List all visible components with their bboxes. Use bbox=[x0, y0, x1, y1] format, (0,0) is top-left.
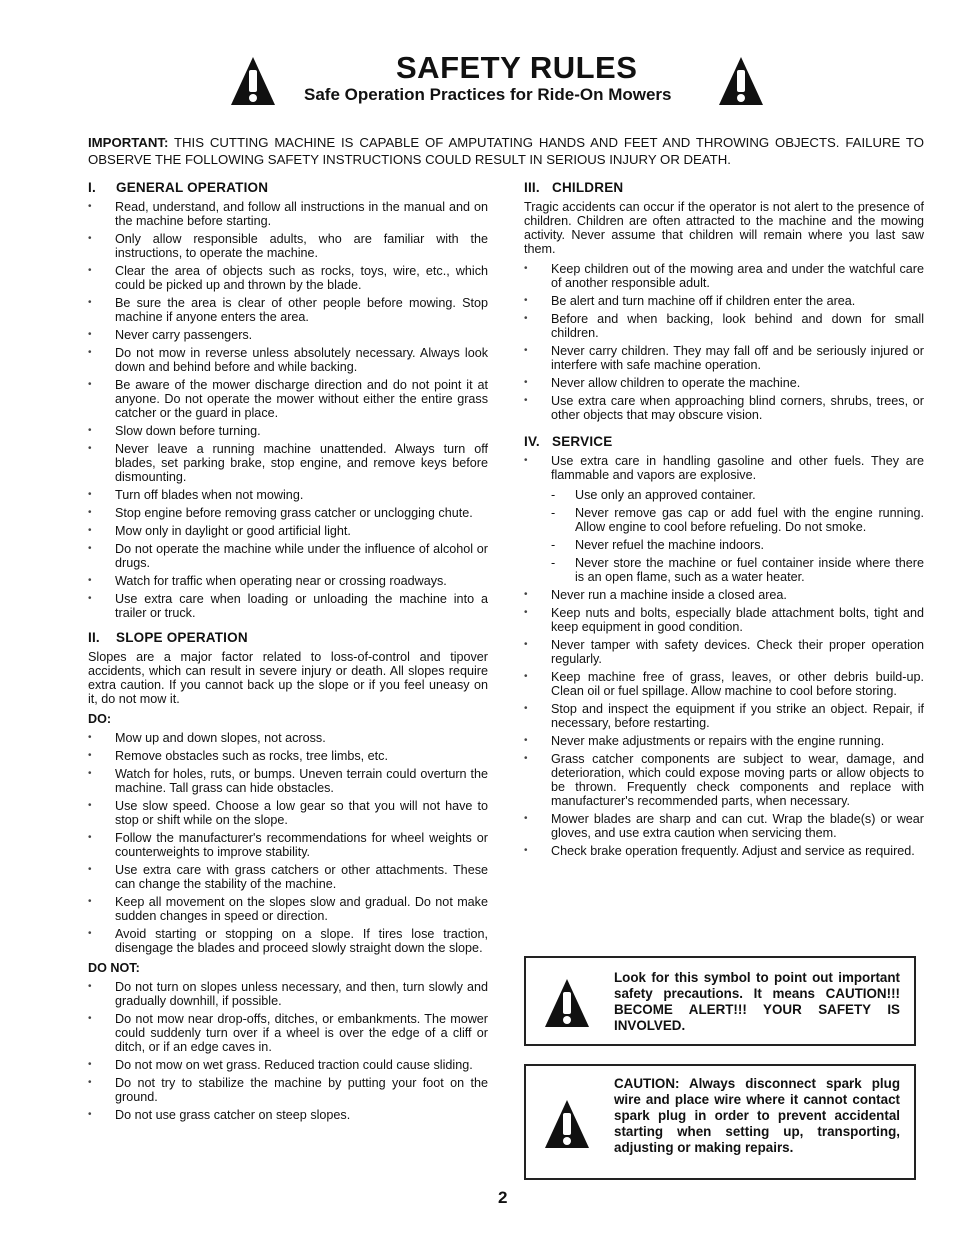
list-item: • Mow up and down slopes, not across. bbox=[88, 731, 488, 745]
section-intro: Slopes are a major factor related to loss-of-control and tipover accidents, which can result in severe injury or death. All slopes require extra caution. If you cannot back up the slope or if you feel uneasy on it, do not mow it. bbox=[88, 650, 488, 706]
list-item: • Do not mow near drop-offs, ditches, or embankments. The mower could suddenly turn over if a wheel is over the edge of a cliff or ditch, or if an edge caves in. bbox=[88, 1012, 488, 1054]
service-list bbox=[524, 588, 924, 858]
list-item: • Keep nuts and bolts, especially blade attachment bolts, tight and keep equipment in good condition. bbox=[524, 606, 924, 634]
list-item: • Do not turn on slopes unless necessary, and then, turn slowly and gradually downhill, if possible. bbox=[88, 980, 488, 1008]
section-heading: II. SLOPE OPERATION bbox=[88, 630, 248, 645]
list-item: • Never allow children to operate the machine. bbox=[524, 376, 924, 390]
important-label: IMPORTANT: bbox=[88, 135, 169, 150]
list-item: • Use slow speed. Choose a low gear so that you will not have to stop or shift while on the slope. bbox=[88, 799, 488, 827]
left-column bbox=[88, 180, 488, 1128]
list-item: • Never leave a running machine unattended. Always turn off blades, set parking brake, stop engine, and remove keys before dismounting. bbox=[88, 442, 488, 484]
important-notice bbox=[88, 134, 924, 168]
list-item: • Use extra care when loading or unloading the machine into a trailer or truck. bbox=[88, 592, 488, 620]
page-header bbox=[0, 50, 954, 110]
list-item: • Keep all movement on the slopes slow and gradual. Do not make sudden changes in speed or direction. bbox=[88, 895, 488, 923]
section-intro: Tragic accidents can occur if the operator is not alert to the presence of children. Children are often attracted to the machine and the mowing activity. Never assume that children will remain where you last saw them. bbox=[524, 200, 924, 256]
do-label: DO: bbox=[88, 712, 112, 726]
list-item: • Do not try to stabilize the machine by putting your foot on the ground. bbox=[88, 1076, 488, 1104]
list-item: • Do not mow in reverse unless absolutely necessary. Always look down and behind before and while backing. bbox=[88, 346, 488, 374]
fuel-sublist bbox=[524, 488, 924, 584]
list-item: • Be sure the area is clear of other people before mowing. Stop machine if anyone enters the area. bbox=[88, 296, 488, 324]
list-item: • Remove obstacles such as rocks, tree limbs, etc. bbox=[88, 749, 488, 763]
do-not-list bbox=[88, 980, 488, 1122]
list-item: • Never carry children. They may fall off and be seriously injured or interfere with safe machine operation. bbox=[524, 344, 924, 372]
service-list bbox=[524, 454, 924, 482]
safety-symbol-notice bbox=[524, 956, 916, 1046]
service-section bbox=[524, 434, 924, 858]
list-item: • Mow only in daylight or good artificial light. bbox=[88, 524, 488, 538]
section-heading: I. GENERAL OPERATION bbox=[88, 180, 269, 195]
children-list bbox=[524, 262, 924, 422]
warning-triangle-icon bbox=[544, 1099, 590, 1149]
list-item: • Slow down before turning. bbox=[88, 424, 488, 438]
list-item: • Only allow responsible adults, who are familiar with the instructions, to operate the machine. bbox=[88, 232, 488, 260]
important-text: THIS CUTTING MACHINE IS CAPABLE OF AMPUTATING HANDS AND FEET AND THROWING OBJECTS. FAILURE TO OBSERVE THE FOLLOWING SAFETY INSTRUCTIONS COULD RESULT IN SERIOUS INJURY OR DEATH. bbox=[88, 135, 924, 167]
sub-list-item: - Never refuel the machine indoors. bbox=[551, 538, 924, 552]
list-item: • Use extra care in handling gasoline and other fuels. They are flammable and vapors are explosive. bbox=[524, 454, 924, 482]
section-heading: IV. SERVICE bbox=[524, 434, 613, 449]
do-list bbox=[88, 731, 488, 955]
list-item: • Use extra care when approaching blind corners, shrubs, trees, or other objects that may obscure vision. bbox=[524, 394, 924, 422]
general-operation-list bbox=[88, 200, 488, 620]
list-item: • Never run a machine inside a closed area. bbox=[524, 588, 924, 602]
warning-triangle-icon bbox=[718, 56, 764, 106]
list-item: • Mower blades are sharp and can cut. Wrap the blade(s) or wear gloves, and use extra caution when servicing them. bbox=[524, 812, 924, 840]
general-operation-section bbox=[88, 180, 488, 620]
list-item: • Turn off blades when not mowing. bbox=[88, 488, 488, 502]
sub-list-item: - Never store the machine or fuel container inside where there is an open flame, such as a water heater. bbox=[551, 556, 924, 584]
list-item: • Avoid starting or stopping on a slope. If tires lose traction, disengage the blades and proceed slowly straight down the slope. bbox=[88, 927, 488, 955]
page-number: 2 bbox=[498, 1188, 508, 1207]
warning-triangle-icon bbox=[544, 978, 590, 1028]
list-item: • Check brake operation frequently. Adjust and service as required. bbox=[524, 844, 924, 858]
list-item: • Do not use grass catcher on steep slopes. bbox=[88, 1108, 488, 1122]
list-item: • Never carry passengers. bbox=[88, 328, 488, 342]
list-item: • Use extra care with grass catchers or other attachments. These can change the stability of the machine. bbox=[88, 863, 488, 891]
page-title: SAFETY RULES bbox=[396, 50, 638, 85]
do-not-label: DO NOT: bbox=[88, 961, 140, 975]
list-item: • Do not operate the machine while under the influence of alcohol or drugs. bbox=[88, 542, 488, 570]
list-item: • Read, understand, and follow all instructions in the manual and on the machine before starting. bbox=[88, 200, 488, 228]
list-item: • Be alert and turn machine off if children enter the area. bbox=[524, 294, 924, 308]
notice-text: Look for this symbol to point out important safety precautions. It means CAUTION!!! BECOME ALERT!!! YOUR SAFETY IS INVOLVED. bbox=[614, 970, 900, 1033]
list-item: • Clear the area of objects such as rocks, toys, wire, etc., which could be picked up and thrown by the blade. bbox=[88, 264, 488, 292]
notice-text: CAUTION: Always disconnect spark plug wire and place wire where it cannot contact spark plug in order to prevent accidental starting when setting up, transporting, adjusting or making repairs. bbox=[614, 1076, 900, 1155]
sub-list-item: - Use only an approved container. bbox=[551, 488, 924, 502]
list-item: • Watch for traffic when operating near or crossing roadways. bbox=[88, 574, 488, 588]
list-item: • Be aware of the mower discharge direction and do not point it at anyone. Do not operate the mower without either the entire grass catcher or the guard in place. bbox=[88, 378, 488, 420]
section-heading: III. CHILDREN bbox=[524, 180, 624, 195]
list-item: • Keep machine free of grass, leaves, or other debris build-up. Clean oil or fuel spillage. Allow machine to cool before storing. bbox=[524, 670, 924, 698]
slope-operation-section bbox=[88, 630, 488, 1122]
list-item: • Never tamper with safety devices. Check their proper operation regularly. bbox=[524, 638, 924, 666]
list-item: • Stop engine before removing grass catcher or unclogging chute. bbox=[88, 506, 488, 520]
list-item: • Watch for holes, ruts, or bumps. Uneven terrain could overturn the machine. Tall grass can hide obstacles. bbox=[88, 767, 488, 795]
page-subtitle: Safe Operation Practices for Ride-On Mowers bbox=[304, 85, 672, 104]
children-section bbox=[524, 180, 924, 422]
list-item: • Stop and inspect the equipment if you strike an object. Repair, if necessary, before restarting. bbox=[524, 702, 924, 730]
list-item: • Follow the manufacturer's recommendations for wheel weights or counterweights to improve stability. bbox=[88, 831, 488, 859]
list-item: • Do not mow on wet grass. Reduced traction could cause sliding. bbox=[88, 1058, 488, 1072]
list-item: • Before and when backing, look behind and down for small children. bbox=[524, 312, 924, 340]
list-item: • Keep children out of the mowing area and under the watchful care of another responsible adult. bbox=[524, 262, 924, 290]
right-column bbox=[524, 180, 924, 864]
sub-list-item: - Never remove gas cap or add fuel with the engine running. Allow engine to cool before refueling. Do not smoke. bbox=[551, 506, 924, 534]
list-item: • Never make adjustments or repairs with the engine running. bbox=[524, 734, 924, 748]
list-item: • Grass catcher components are subject to wear, damage, and deterioration, which could expose moving parts or allow objects to be thrown. Frequently check components and replace with manufacturer's recommended parts, when necessary. bbox=[524, 752, 924, 808]
spark-plug-caution-notice bbox=[524, 1064, 916, 1180]
warning-triangle-icon bbox=[230, 56, 276, 106]
